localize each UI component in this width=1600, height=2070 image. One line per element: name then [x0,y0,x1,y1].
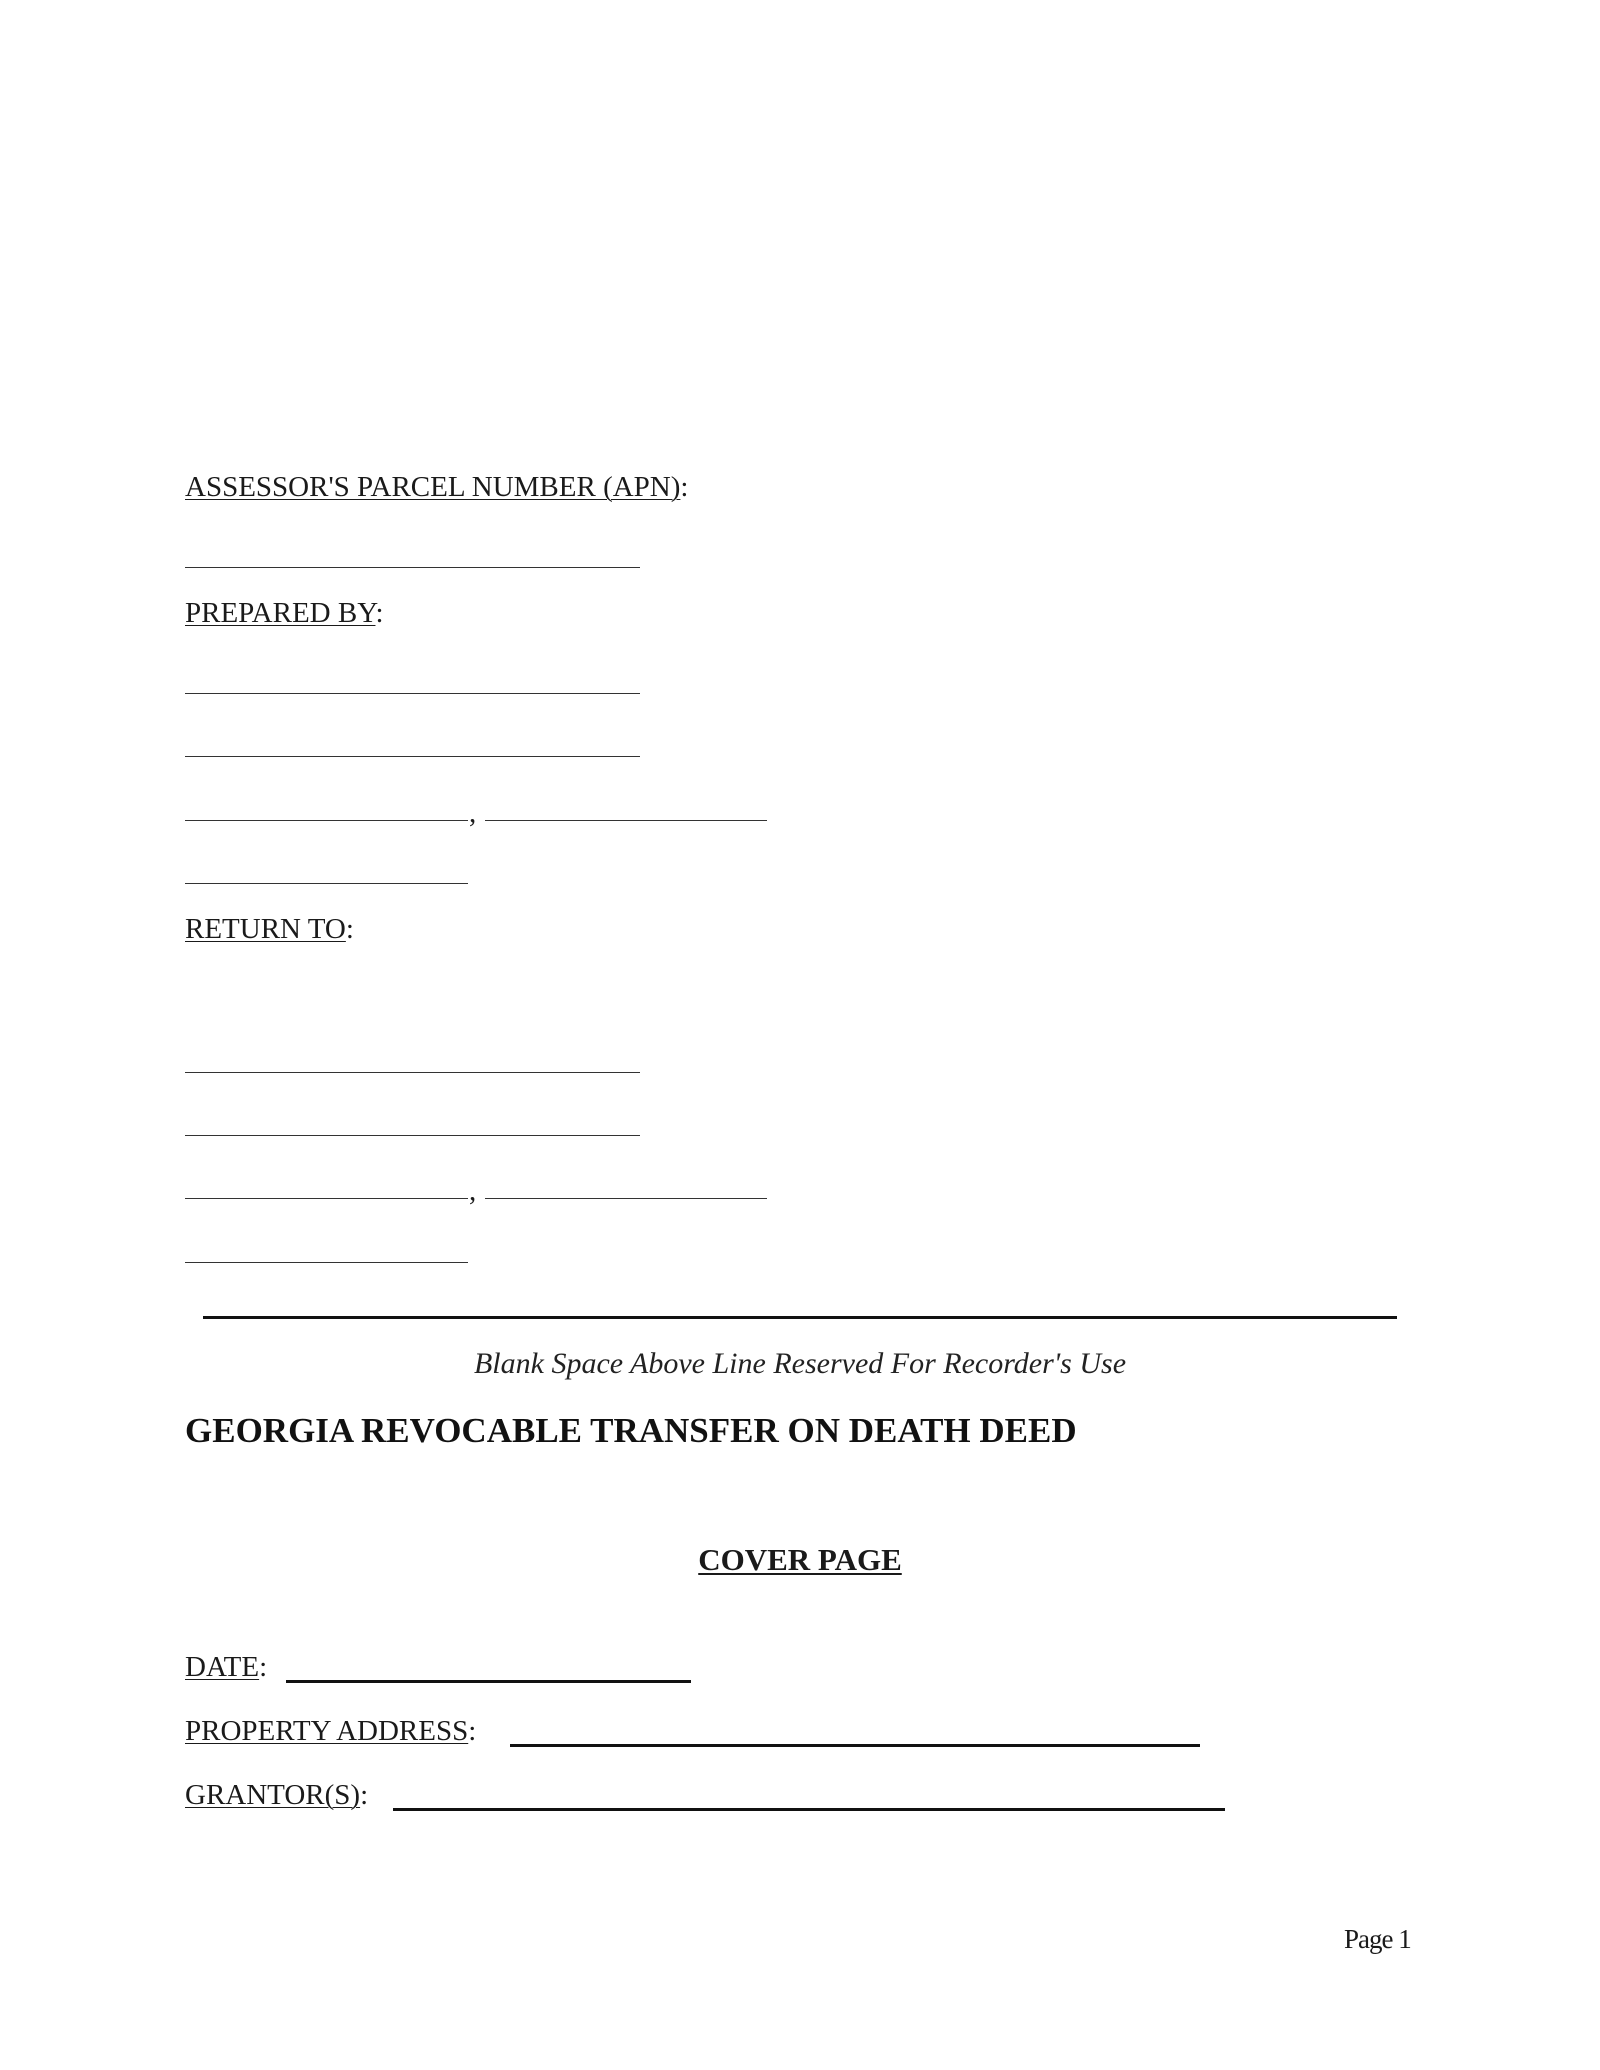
comma-separator: , [469,797,477,829]
apn-blank-line[interactable] [185,567,640,568]
return-to-name-line[interactable] [185,1072,640,1073]
return-to-state-line[interactable] [485,1198,767,1199]
prepared-by-label: PREPARED BY: [185,597,384,629]
return-to-label: RETURN TO: [185,913,354,945]
return-to-city-line[interactable] [185,1198,468,1199]
recorder-divider-line [203,1316,1397,1319]
date-field[interactable] [286,1680,691,1683]
prepared-by-state-line[interactable] [485,820,767,821]
return-to-zip-line[interactable] [185,1262,468,1263]
grantors-field[interactable] [393,1808,1225,1811]
prepared-by-address-line[interactable] [185,756,640,757]
prepared-by-name-line[interactable] [185,693,640,694]
cover-page-heading: COVER PAGE [698,1542,902,1577]
prepared-by-city-line[interactable] [185,820,468,821]
page-number: Page 1 [1344,1924,1411,1954]
return-to-address-line[interactable] [185,1135,640,1136]
date-label: DATE: [185,1651,268,1683]
apn-label: ASSESSOR'S PARCEL NUMBER (APN): [185,471,689,503]
prepared-by-zip-line[interactable] [185,883,468,884]
comma-separator: , [469,1175,477,1207]
recorder-note: Blank Space Above Line Reserved For Recorder's Use [473,1347,1127,1380]
property-address-field[interactable] [510,1744,1200,1747]
grantors-label: GRANTOR(S): [185,1779,369,1811]
document-title: GEORGIA REVOCABLE TRANSFER ON DEATH DEED [185,1411,1077,1450]
property-address-label: PROPERTY ADDRESS: [185,1715,477,1747]
